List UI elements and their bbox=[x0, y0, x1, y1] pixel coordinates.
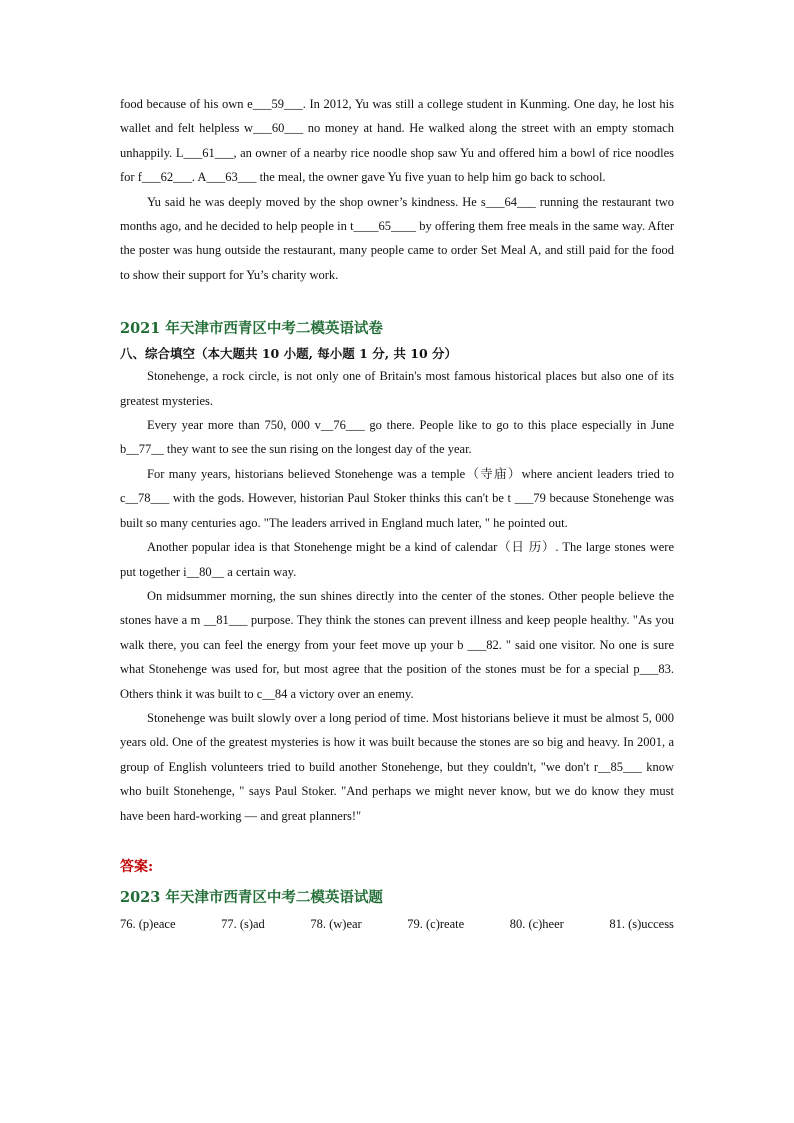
passage1-paragraph-2: Yu said he was deeply moved by the shop owner’s kindness. He s___64___ running the restaurant two months ago, and he decided to help people in t____65____ by offering them free meals in the same way. After the poster was hung outside the restaurant, many people came to order Set Meal A, and still paid for the food to show their support for Yu’s charity work. bbox=[120, 194, 674, 282]
answer-item: 81. (s)uccess bbox=[609, 916, 674, 931]
answer-item: 78. (w)ear bbox=[310, 916, 362, 931]
stonehenge-paragraph-6: Stonehenge was built slowly over a long period of time. Most historians believe it must be almost 5, 000 years old. One of the greatest mysteries is how it was built because the stones are so big and heavy. In 2001, a group of English volunteers tried to build another Stonehenge, but they couldn't, "we don't r__85___ know who built Stonehenge, " says Paul Stoker. "And perhaps we might never know, but we do know they must have been hard-working — and great planners!" bbox=[120, 710, 674, 823]
stonehenge-paragraph-4: Another popular idea is that Stonehenge might be a kind of calendar（日 历）. The large stones were put together i__80__ a certain way. bbox=[120, 540, 674, 579]
answer-item: 80. (c)heer bbox=[509, 916, 564, 931]
answer-section-title: 2023 年天津市西青区中考二模英语试题 bbox=[120, 888, 383, 906]
answer-item: 79. (c)reate bbox=[407, 916, 465, 931]
stonehenge-paragraph-3: For many years, historians believed Stonehenge was a temple（寺庙）where ancient leaders tried to c__78___ with the gods. However, historian Paul Stoker thinks this can't be t ___79 because Stonehenge was built so many centuries ago. "The leaders arrived in England much later, " he pointed out. bbox=[120, 466, 674, 530]
answer-item: 77. (s)ad bbox=[221, 916, 265, 931]
stonehenge-paragraph-5: On midsummer morning, the sun shines directly into the center of the stones. Other people believe the stones have a m __81___ purpose. They think the stones can prevent illness and keep people healthy. "As you walk there, you can feel the energy from your feet move up your b ___82. " said one visitor. No one is sure what Stonehenge was used for, but most agree that the position of the stones must be for a special p___83. Others think it was built to c__84 a victory over an enemy. bbox=[120, 588, 674, 701]
stonehenge-paragraph-1: Stonehenge, a rock circle, is not only one of Britain's most famous historical places but also one of its greatest mysteries. bbox=[120, 369, 674, 408]
section-title: 2021 年天津市西青区中考二模英语试卷 bbox=[120, 320, 383, 338]
document-page bbox=[120, 92, 674, 932]
answer-list bbox=[120, 917, 674, 932]
passage1-paragraph-1: food because of his own e___59___. In 2012, Yu was still a college student in Kunming. One day, he lost his wallet and felt helpless w___60___ no money at hand. He walked along the street with an empty stomach unhappily. L___61___, an owner of a nearby rice noodle shop saw Yu and offered him a bowl of rice noodles for f___62___. A___63___ the meal, the owner gave Yu five yuan to help him go back to school. bbox=[120, 97, 674, 185]
answer-item: 76. (p)eace bbox=[120, 916, 176, 931]
stonehenge-paragraph-2: Every year more than 750, 000 v__76___ go there. People like to go to this place especially in June b__77__ they want to see the sun rising on the longest day of the year. bbox=[120, 418, 674, 457]
section-subtitle: 八、综合填空（本大题共 10 小题, 每小题 1 分, 共 10 分） bbox=[120, 346, 458, 362]
answer-label: 答案: bbox=[120, 858, 154, 875]
